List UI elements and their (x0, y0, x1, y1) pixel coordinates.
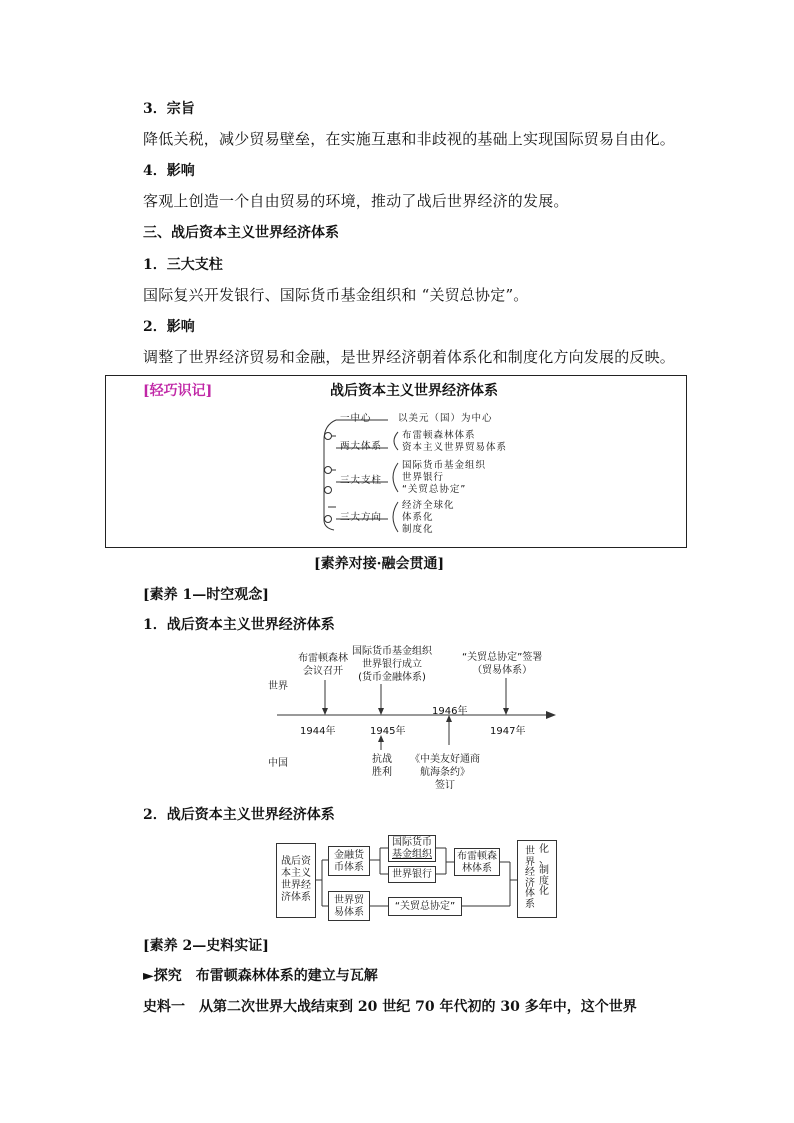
char: 界 (525, 856, 535, 868)
item-trade-system: 资本主义世界贸易体系 (402, 442, 508, 453)
year-1944: 1944年 (300, 726, 336, 737)
node-three-directions: 三大方向 (340, 512, 383, 523)
char: 制 (539, 865, 549, 876)
event-line: 世界银行成立 (362, 659, 422, 670)
item-systematization: 体系化 (402, 512, 434, 523)
explore-heading: ►探究 布雷顿森林体系的建立与瓦解 (143, 968, 378, 984)
timeline-china-label: 中国 (268, 758, 288, 769)
char: 世 (525, 846, 535, 857)
event-line: 国际货币基金组织 (352, 646, 432, 657)
event-line: 会议召开 (303, 666, 343, 677)
event-line: （贸易体系） (472, 665, 533, 676)
flow-root-box (276, 843, 316, 918)
flow-finance-box (328, 846, 370, 876)
box-line: 世界贸 (334, 895, 364, 906)
flow-gatt-box: “关贸总协定” (388, 897, 462, 916)
timeline-world-label: 世界 (268, 681, 288, 692)
char: 系 (525, 898, 535, 910)
literacy-s2-title: [素养 2—史料实证] (143, 938, 269, 954)
box-line: 基金组织 (392, 849, 432, 860)
box-line: 世界经 (281, 880, 311, 891)
box-line: 布雷顿森 (457, 851, 497, 862)
year-1945: 1945年 (370, 726, 406, 737)
year-1947: 1947年 (490, 726, 526, 737)
para-pillars: 国际复兴开发银行、国际货币基金组织和 “关贸总协定”。 (143, 286, 529, 304)
section-title: 三、战后资本主义世界经济体系 (143, 225, 339, 241)
box-line: 金融货 (334, 850, 364, 861)
item-globalization: 经济全球化 (402, 500, 455, 511)
flow-imf-box (388, 835, 436, 862)
event-line: 胜利 (372, 767, 392, 778)
box-line: 战后资 (281, 856, 311, 867)
item-gatt: “关贸总协定” (402, 484, 467, 495)
char: 体 (525, 888, 535, 899)
node-one-center-desc: 以美元（国）为中心 (398, 413, 493, 424)
item-institutionalization: 制度化 (402, 524, 434, 535)
event-line: 《中美友好通商 (410, 754, 480, 765)
flow-bretton-box (454, 848, 500, 876)
node-three-pillars: 三大支柱 (340, 475, 383, 486)
heading-influence: 2．影响 (143, 319, 195, 335)
heading-impact: 4．影响 (143, 163, 195, 179)
event-line: 抗战 (372, 754, 392, 765)
memory-tag: [轻巧识记] (143, 383, 213, 399)
flow-worldbank-box: 世界银行 (388, 866, 436, 883)
node-two-systems: 两大体系 (340, 441, 383, 452)
heading-purpose: 3．宗旨 (143, 101, 195, 117)
flow-trade-box (328, 891, 370, 921)
event-line: 布雷顿森林 (298, 653, 348, 664)
heading-pillars: 1．三大支柱 (143, 257, 223, 273)
box-line: 林体系 (462, 863, 492, 874)
char: 济 (525, 877, 535, 889)
para-impact: 客观上创造一个自由贸易的环境，推动了战后世界经济的发展。 (143, 192, 569, 210)
memory-title: 战后资本主义世界经济体系 (330, 383, 498, 399)
para-purpose: 降低关税，减少贸易壁垒，在实施互惠和非歧视的基础上实现国际贸易自由化。 (143, 130, 676, 148)
literacy-s1-item2: 2．战后资本主义世界经济体系 (143, 807, 335, 823)
item-imf: 国际货币基金组织 (402, 460, 487, 471)
box-line: 币体系 (334, 862, 364, 873)
literacy-s1-item1: 1．战后资本主义世界经济体系 (143, 617, 335, 633)
char: 化 (539, 844, 549, 855)
event-line: “关贸总协定”签署 (462, 652, 543, 663)
char: 化 (539, 886, 549, 897)
result-col-b (538, 845, 550, 898)
literacy-banner: [素养对接·融会贯通] (314, 556, 445, 572)
box-line: 本主义 (281, 868, 311, 879)
event-line: 航海条约》 (420, 767, 470, 778)
literacy-s1-title: [素养 1—时空观念] (143, 587, 269, 603)
box-line: 易体系 (334, 907, 364, 918)
para-influence: 调整了世界经济贸易和金融，是世界经济朝着体系化和制度化方向发展的反映。 (143, 348, 676, 366)
item-bretton: 布雷顿森林体系 (402, 430, 476, 441)
year-1946: 1946年 (432, 706, 468, 717)
char: 经 (525, 867, 535, 878)
flow-result-box (517, 840, 557, 918)
node-one-center: 一中心 (340, 413, 372, 424)
result-col-a (524, 847, 536, 910)
box-line: 国际货币 (392, 837, 432, 848)
event-line: (货币金融体系) (358, 672, 426, 683)
char: 度 (539, 875, 549, 887)
event-line: 签订 (435, 780, 455, 791)
char: 、 (539, 854, 549, 866)
box-line: 济体系 (281, 892, 311, 903)
source-one: 史料一 从第二次世界大战结束到 20 世纪 70 年代初的 30 多年中，这个世界 (143, 999, 637, 1015)
item-world-bank: 世界银行 (402, 472, 445, 483)
